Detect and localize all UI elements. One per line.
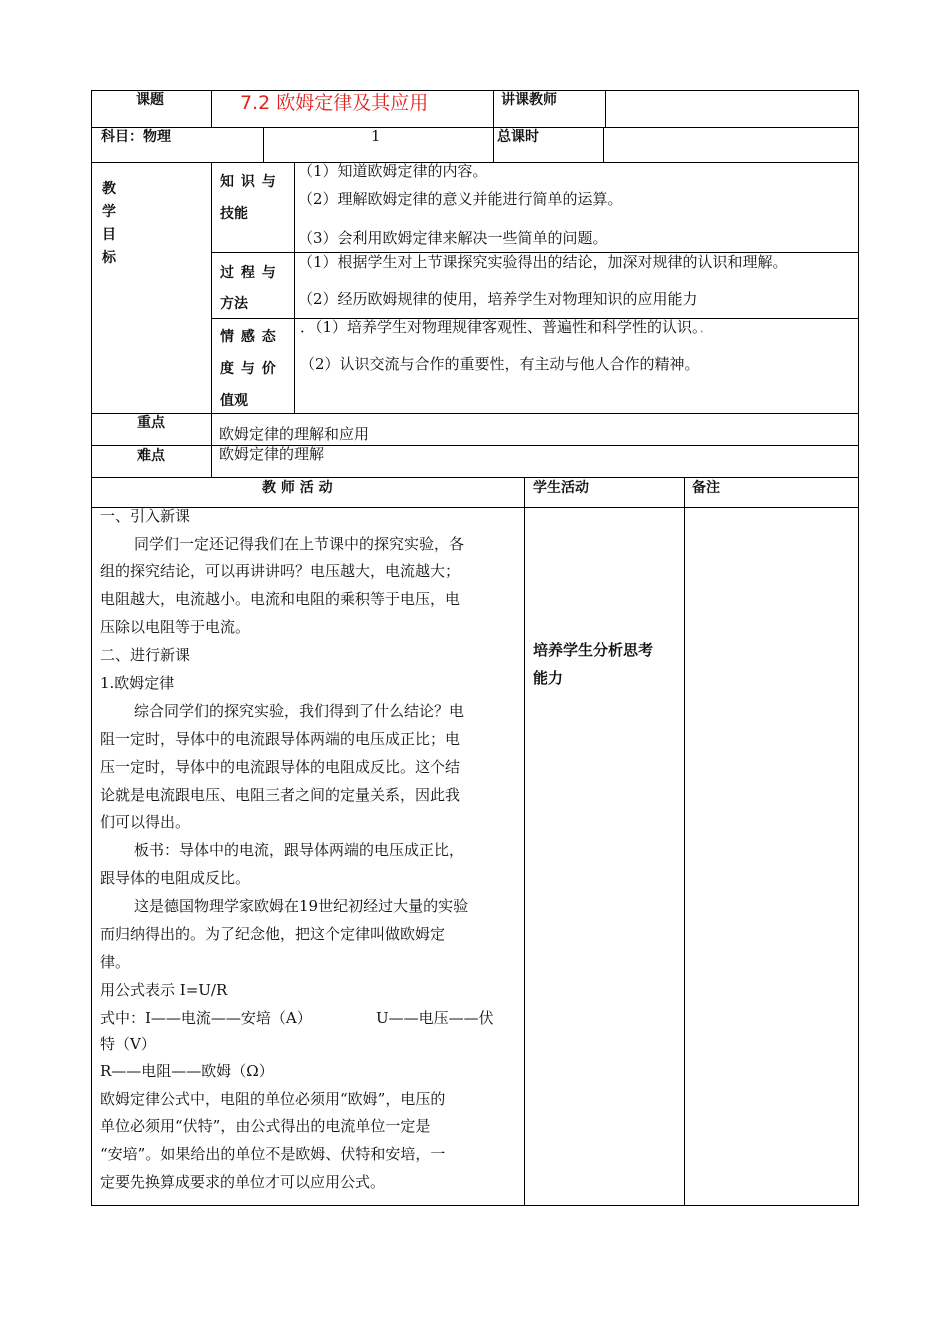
objectives-label: 教 学 目 标: [102, 181, 116, 266]
paragraph-line: 组的探究结论，可以再讲讲吗？电压越大，电流越大；: [100, 562, 461, 580]
paragraph-line: 定要先换算成要求的单位才可以应用公式。: [100, 1173, 386, 1191]
formula-line: 用公式表示 I=U/R: [100, 981, 228, 999]
paragraph-line: 压除以电阻等于电流。: [100, 618, 251, 636]
topic-label: 课题: [136, 92, 164, 108]
formula-line: R——电阻——欧姆（Ω）: [100, 1062, 274, 1080]
formula-line: U——电压——伏: [376, 1009, 494, 1027]
paragraph-line: 这是德国物理学家欧姆在19世纪初经过大量的实验: [134, 897, 469, 915]
total-periods-label: 总课时: [497, 129, 539, 145]
formula-line: 式中：I——电流——安培（A）: [100, 1009, 312, 1027]
paragraph-line: 欧姆定律公式中，电阻的单位必须用“欧姆”，电压的: [100, 1090, 446, 1108]
paragraph-line: 同学们一定还记得我们在上节课中的探究实验，各: [134, 535, 465, 553]
process-label-line1: 过 程 与: [220, 265, 277, 281]
process-item: （1）根据学生对上节课探究实验得出的结论，加深对规律的认识和理解。: [298, 253, 788, 271]
notes-header: 备注: [692, 480, 720, 496]
paragraph-line: 板书：导体中的电流，跟导体两端的电压成正比，: [134, 841, 465, 859]
formula-line: 特（V）: [100, 1035, 156, 1053]
paragraph-line: 而归纳得出的。为了纪念他，把这个定律叫做欧姆定: [100, 925, 446, 943]
knowledge-item: （1）知道欧姆定律的内容。: [298, 162, 488, 180]
section-heading: 一、引入新课: [100, 507, 191, 525]
paragraph-line: 综合同学们的探究实验，我们得到了什么结论？电: [134, 702, 465, 720]
paragraph-line: 们可以得出。: [100, 813, 191, 831]
emotion-label-line3: 值观: [220, 393, 248, 409]
process-label-line2: 方法: [220, 296, 248, 312]
student-activity-header: 学生活动: [533, 480, 589, 496]
emotion-label-line1: 情 感 态: [220, 329, 277, 345]
marker-dot: ．: [699, 318, 715, 336]
difficulty-value: 欧姆定律的理解: [219, 445, 325, 463]
emotion-item: ．（1）培养学生对物理规律客观性、普遍性和科学性的认识。．: [300, 318, 715, 336]
student-activity-line: 能力: [533, 669, 564, 687]
paragraph-line: 单位必须用“伏特”，由公式得出的电流单位一定是: [100, 1117, 431, 1135]
knowledge-item: （2）理解欧姆定律的意义并能进行简单的运算。: [298, 190, 623, 208]
paragraph-line: 电阻越大，电流越小。电流和电阻的乘积等于电压，电: [100, 590, 461, 608]
process-item: （2）经历欧姆规律的使用，培养学生对物理知识的应用能力: [298, 290, 698, 308]
key-point-value: 欧姆定律的理解和应用: [219, 425, 370, 443]
period-value: 1: [371, 127, 381, 145]
student-activity-line: 培养学生分析思考: [533, 641, 654, 659]
paragraph-line: “安培”。如果给出的单位不是欧姆、伏特和安培，一: [100, 1145, 446, 1163]
teacher-label: 讲课教师: [501, 92, 557, 108]
emotion-item: （2）认识交流与合作的重要性，有主动与他人合作的精神。: [300, 355, 700, 373]
key-point-label: 重点: [137, 415, 165, 431]
subject-label: 科目：物理: [101, 129, 171, 145]
paragraph-line: 阻一定时，导体中的电流跟导体两端的电压成正比；电: [100, 730, 461, 748]
paragraph-line: 律。: [100, 953, 131, 971]
paragraph-line: 论就是电流跟电压、电阻三者之间的定量关系，因此我: [100, 786, 461, 804]
section-heading: 二、进行新课: [100, 646, 191, 664]
knowledge-item: （3）会利用欧姆定律来解决一些简单的问题。: [298, 229, 608, 247]
lesson-title: 7.2 欧姆定律及其应用: [240, 92, 429, 114]
paragraph-line: 跟导体的电阻成反比。: [100, 869, 251, 887]
knowledge-label-line1: 知 识 与: [220, 174, 277, 190]
paragraph-line: 压一定时，导体中的电流跟导体的电阻成反比。这个结: [100, 758, 461, 776]
difficulty-label: 难点: [137, 448, 165, 464]
emotion-label-line2: 度 与 价: [220, 361, 277, 377]
subsection-heading: 1.欧姆定律: [100, 674, 175, 692]
knowledge-label-line2: 技能: [220, 206, 248, 222]
teacher-activity-header: 教 师 活 动: [262, 480, 333, 496]
